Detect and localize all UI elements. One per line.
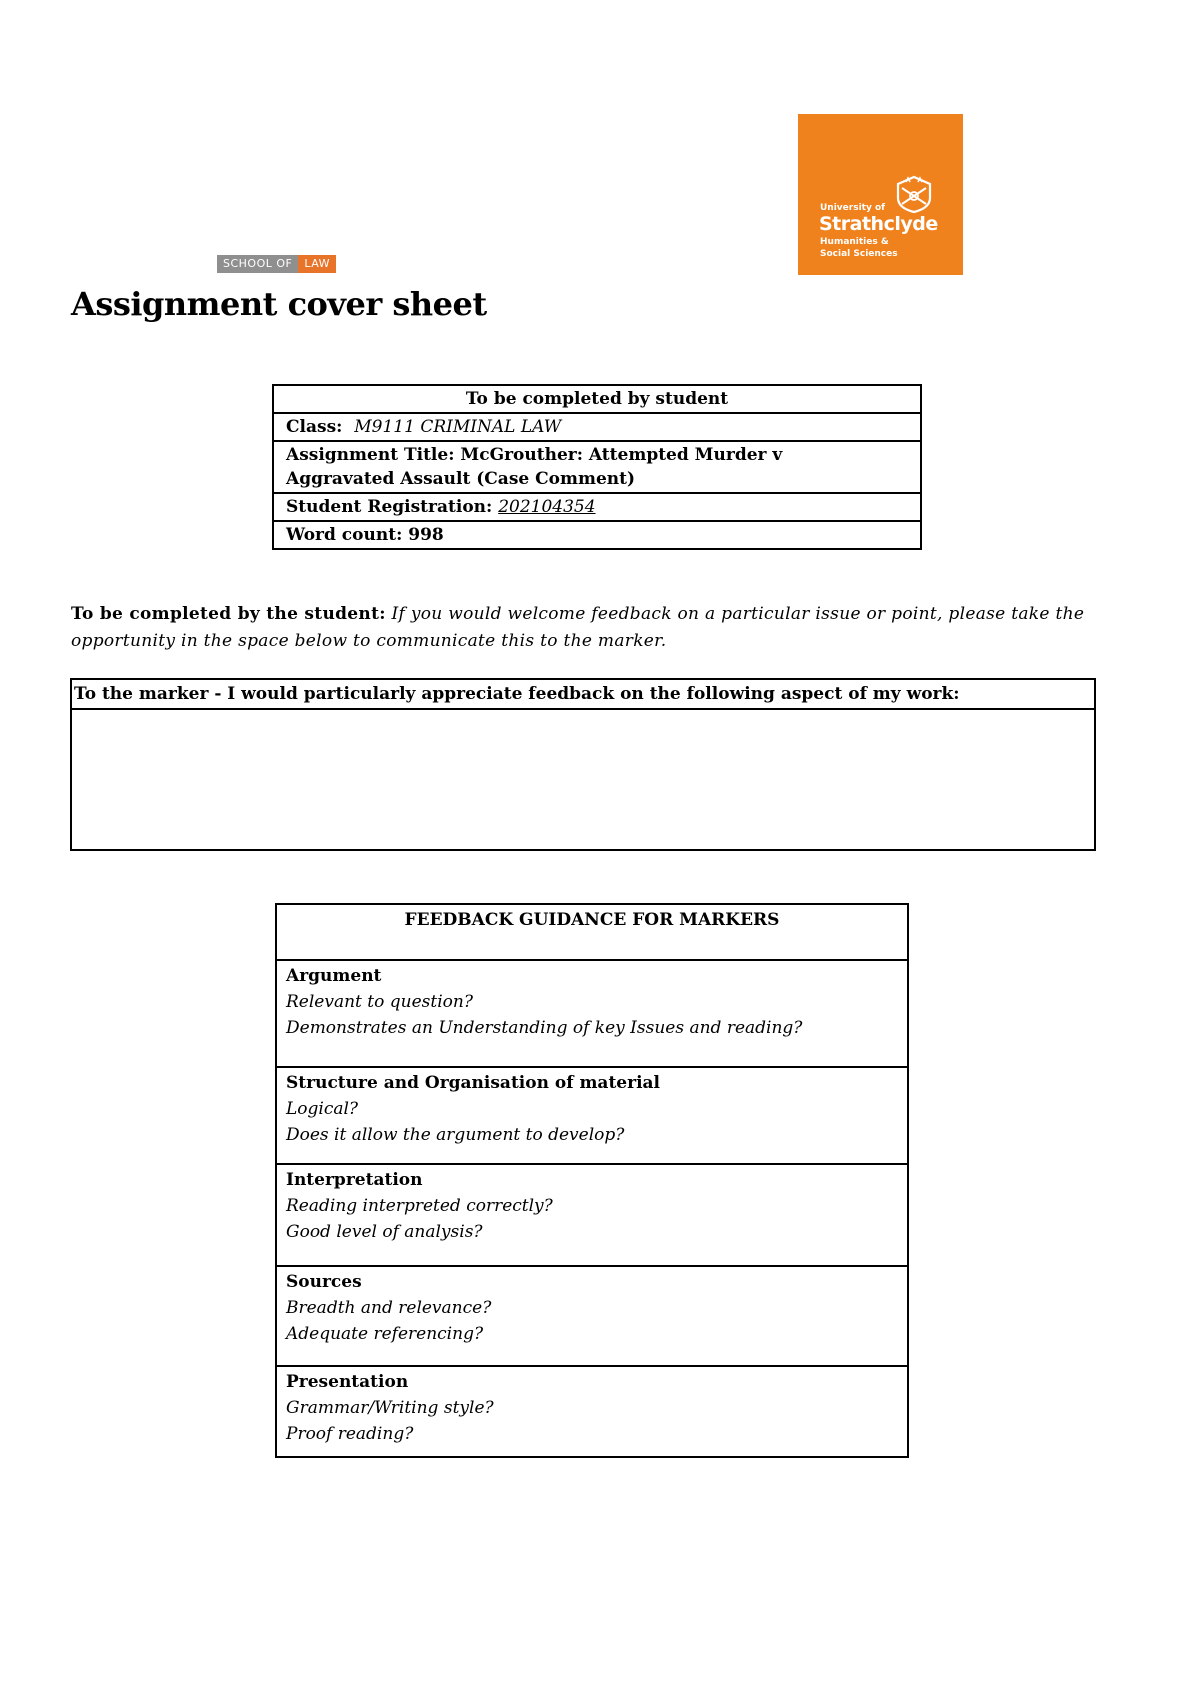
assignment-title-line1: Assignment Title: McGrouther: Attempted Murder v [286, 445, 783, 465]
guidance-question: Reading interpreted correctly? [286, 1196, 553, 1216]
university-crest-icon [894, 174, 934, 214]
guidance-heading: FEEDBACK GUIDANCE FOR MARKERS [277, 905, 907, 961]
class-label: Class: [286, 417, 343, 437]
guidance-question: Logical? [286, 1099, 359, 1119]
guidance-question: Grammar/Writing style? [286, 1398, 494, 1418]
logo-faculty [820, 236, 898, 260]
guidance-section-title: Argument [286, 966, 382, 986]
guidance-question: Proof reading? [286, 1424, 414, 1444]
class-row [273, 413, 921, 441]
guidance-section-interpretation [277, 1165, 907, 1267]
page-title: Assignment cover sheet [71, 285, 487, 323]
instructions-lead: To be completed by the student: [71, 604, 386, 624]
registration-value: 202104354 [498, 497, 596, 517]
student-table-heading: To be completed by student [273, 385, 921, 413]
guidance-section-structure [277, 1068, 907, 1165]
instructions-body: If you would welcome feedback on a particular issue or point, please take the opportunity in the space below to communicate this to the marker. [71, 604, 1085, 651]
registration-label: Student Registration: [286, 497, 493, 517]
guidance-section-sources [277, 1267, 907, 1367]
word-count-row: Word count: 998 [273, 521, 921, 549]
guidance-question: Adequate referencing? [286, 1324, 484, 1344]
logo-strathclyde: Strathclyde [819, 213, 938, 235]
guidance-question: Does it allow the argument to develop? [286, 1125, 625, 1145]
strathclyde-logo [798, 114, 963, 275]
guidance-question: Breadth and relevance? [286, 1298, 492, 1318]
assignment-title-row [273, 441, 921, 493]
feedback-guidance-table [275, 903, 909, 1458]
guidance-question: Demonstrates an Understanding of key Issues and reading? [286, 1018, 803, 1038]
guidance-section-presentation [277, 1367, 907, 1456]
guidance-section-title: Structure and Organisation of material [286, 1073, 661, 1093]
marker-feedback-box [70, 678, 1096, 851]
school-of-law-badge [217, 255, 336, 273]
registration-row [273, 493, 921, 521]
law-badge-text: LAW [298, 255, 336, 273]
guidance-section-title: Sources [286, 1272, 362, 1292]
assignment-title-line2: Aggravated Assault (Case Comment) [286, 469, 636, 489]
student-details-table [272, 384, 922, 550]
guidance-section-title: Presentation [286, 1372, 409, 1392]
logo-university-of: University of [820, 203, 886, 213]
logo-faculty-line2: Social Sciences [820, 249, 898, 259]
guidance-section-argument [277, 961, 907, 1068]
logo-faculty-line1: Humanities & [820, 237, 889, 247]
student-instructions [71, 601, 1116, 655]
class-value: M9111 CRIMINAL LAW [354, 417, 562, 437]
marker-box-heading: To the marker - I would particularly appreciate feedback on the following aspect of my work: [72, 680, 1094, 710]
guidance-question: Relevant to question? [286, 992, 473, 1012]
guidance-question: Good level of analysis? [286, 1222, 483, 1242]
school-badge-text: SCHOOL OF [217, 255, 298, 273]
guidance-section-title: Interpretation [286, 1170, 423, 1190]
